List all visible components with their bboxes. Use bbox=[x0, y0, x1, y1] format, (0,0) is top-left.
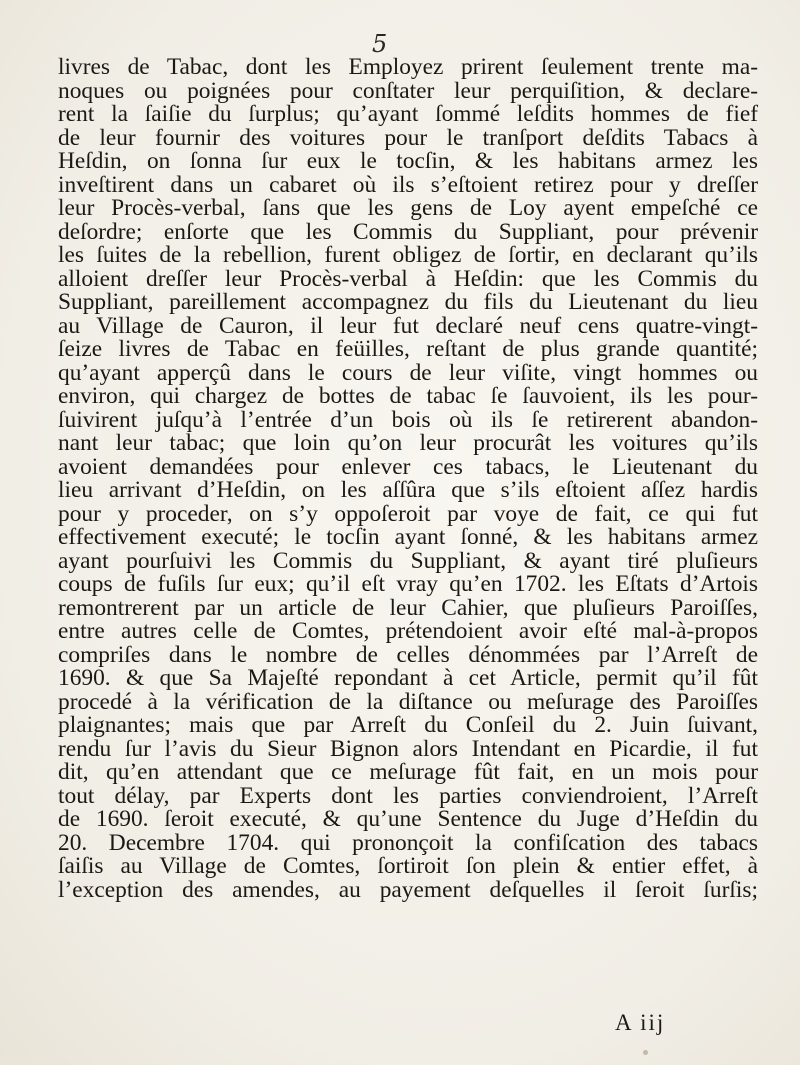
text-line: dit, qu’en attendant que ce meſurage fût fait, en un mois pour bbox=[58, 759, 758, 785]
text-line: lieu arrivant d’Heſdin, on les aſſûra que s’ils eſtoient aſſez hardis bbox=[58, 477, 758, 503]
text-line: 20. Decembre 1704. qui prononçoit la confiſcation des tabacs bbox=[58, 829, 758, 856]
paper-speck bbox=[643, 1050, 648, 1055]
text-line: procedé à la vérification de la diſtance ou meſurage des Paroiſſes bbox=[58, 688, 758, 715]
text-line: ſuivirent juſqu’à l’entrée d’un bois où ils ſe retirerent abandon- bbox=[58, 406, 758, 433]
text-line: au Village de Cauron, il leur fut declaré neuf cens quatre-vingt- bbox=[58, 312, 758, 339]
text-line: ſeize livres de Tabac en feüilles, reſtant de plus grande quantité; bbox=[58, 336, 758, 362]
text-line: qu’ayant apperçû dans le cours de leur viſite, vingt hommes ou bbox=[58, 359, 758, 386]
text-line: avoient demandées pour enlever ces tabacs, le Lieutenant du bbox=[58, 453, 758, 480]
text-line: de 1690. ſeroit executé, & qu’une Sentence du Juge d’Heſdin du bbox=[58, 806, 758, 832]
text-line: les ſuites de la rebellion, furent obligez de ſortir, en declarant qu’ils bbox=[58, 242, 758, 268]
text-line: plaignantes; mais que par Arreſt du Conſeil du 2. Juin ſuivant, bbox=[58, 712, 758, 738]
signature-mark: A iij bbox=[615, 1010, 666, 1035]
text-line: deſordre; enſorte que les Commis du Suppliant, pour prévenir bbox=[58, 218, 758, 245]
text-line: coups de fuſils ſur eux; qu’il eſt vray qu’en 1702. les Eſtats d’Artois bbox=[58, 571, 758, 597]
text-line: Suppliant, pareillement accompagnez du fils du Lieutenant du lieu bbox=[58, 289, 758, 315]
text-line: environ, qui chargez de bottes de tabac ſe ſauvoient, ils les pour- bbox=[58, 383, 758, 409]
text-line: compriſes dans le nombre de celles dénommées par l’Arreſt de bbox=[58, 641, 758, 668]
text-line: inveſtirent dans un cabaret où ils s’eſtoient retirez pour y dreſſer bbox=[58, 171, 758, 198]
text-line: ſaiſis au Village de Comtes, ſortiroit ſon plein & entier effet, à bbox=[58, 853, 758, 879]
text-line: nant leur tabac; que loin qu’on leur procurât les voitures qu’ils bbox=[58, 430, 758, 456]
text-line: rent la ſaiſie du ſurplus; qu’ayant ſommé leſdits hommes de fief bbox=[58, 101, 758, 127]
text-line: leur Procès-verbal, ſans que les gens de Loy ayent empeſché ce bbox=[58, 195, 758, 221]
page-marker: 5 bbox=[372, 30, 388, 58]
text-line: de leur fournir des voitures pour le tranſport deſdits Tabacs à bbox=[58, 124, 758, 151]
text-line: ayant pourſuivi les Commis du Suppliant, & ayant tiré pluſieurs bbox=[58, 547, 758, 574]
body-text bbox=[58, 56, 758, 902]
text-line: effectivement executé; le tocſin ayant ſonné, & les habitans armez bbox=[58, 524, 758, 550]
text-line: tout délay, par Experts dont les parties conviendroient, l’Arreſt bbox=[58, 782, 758, 809]
text-line: livres de Tabac, dont les Employez prirent ſeulement trente ma- bbox=[58, 54, 758, 80]
text-line: rendu ſur l’avis du Sieur Bignon alors Intendant en Picardie, il fut bbox=[58, 735, 758, 762]
text-line: alloient dreſſer leur Procès-verbal à Heſdin: que les Commis du bbox=[58, 265, 758, 292]
text-line: noques ou poignées pour conſtater leur perquiſition, & declare- bbox=[58, 77, 758, 104]
text-line: pour y proceder, on s’y oppoſeroit par voye de fait, ce qui fut bbox=[58, 500, 758, 527]
text-line: l’exception des amendes, au payement deſquelles il ſeroit ſurſis; bbox=[58, 876, 758, 903]
text-line: Heſdin, on ſonna ſur eux le tocſin, & les habitans armez les bbox=[58, 148, 758, 174]
text-line: 1690. & que Sa Majeſté repondant à cet Article, permit qu’il fût bbox=[58, 665, 758, 691]
text-line: entre autres celle de Comtes, prétendoient avoir eſté mal-à-propos bbox=[58, 618, 758, 644]
text-line: remontrerent par un article de leur Cahier, que pluſieurs Paroiſſes, bbox=[58, 594, 758, 621]
